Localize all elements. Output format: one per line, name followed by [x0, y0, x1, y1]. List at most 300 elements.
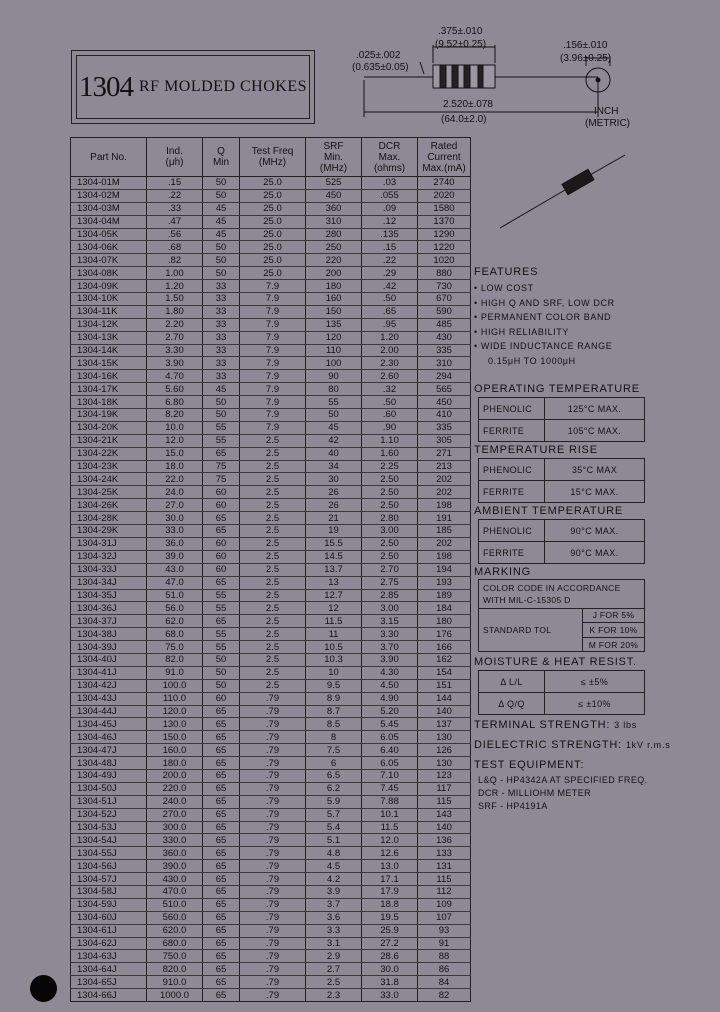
table-row [71, 512, 471, 525]
part-number-cell: 1304-21K [71, 434, 147, 447]
table-cell: 485 [418, 318, 471, 331]
table-cell: 2.5 [240, 537, 306, 550]
table-cell: 65 [203, 847, 240, 860]
table-cell: 3.9 [306, 885, 362, 898]
table-cell: 450 [306, 189, 362, 202]
table-cell: 2.5 [240, 550, 306, 563]
table-cell: 18.0 [147, 460, 203, 473]
part-number-cell: 1304-13K [71, 331, 147, 344]
table-cell: 137 [418, 718, 471, 731]
table-cell: 68.0 [147, 628, 203, 641]
table-row [71, 254, 471, 267]
table-row [71, 911, 471, 924]
table-cell: 280 [306, 228, 362, 241]
table-cell: 33.0 [362, 989, 418, 1002]
overall-length-metric: (64.0±2.0) [441, 114, 487, 125]
table-cell: 5.20 [362, 705, 418, 718]
table-cell: 7.9 [240, 293, 306, 306]
table-cell: 88 [418, 950, 471, 963]
column-header: Q Min [203, 138, 240, 177]
table-cell: 880 [418, 267, 471, 280]
part-series: 1304 [79, 70, 133, 103]
table-cell: 42 [306, 434, 362, 447]
part-number-cell: 1304-48J [71, 757, 147, 770]
table-cell: 50 [203, 254, 240, 267]
tolerance-j: J FOR 5% [583, 608, 644, 623]
table-cell: 82.0 [147, 653, 203, 666]
table-row [71, 331, 471, 344]
table-cell: 910.0 [147, 976, 203, 989]
table-cell: 50 [203, 396, 240, 409]
table-cell: 45 [203, 215, 240, 228]
table-cell: .50 [362, 293, 418, 306]
table-cell: .82 [147, 254, 203, 267]
table-cell: 62.0 [147, 615, 203, 628]
marking-heading: MARKING [474, 566, 531, 578]
table-cell: 2.5 [240, 486, 306, 499]
table-cell: 7.9 [240, 344, 306, 357]
table-row: PHENOLIC 125°C MAX. [479, 398, 645, 420]
table-cell: 1.50 [147, 293, 203, 306]
table-cell: .79 [240, 873, 306, 886]
table-cell: 330.0 [147, 834, 203, 847]
part-number-cell: 1304-25K [71, 486, 147, 499]
feature-item: • PERMANENT COLOR BAND [474, 312, 612, 323]
table-cell: 5.4 [306, 821, 362, 834]
table-cell: 65 [203, 576, 240, 589]
table-cell: 65 [203, 525, 240, 538]
table-cell: 4.90 [362, 692, 418, 705]
table-row [71, 950, 471, 963]
table-cell: 5.45 [362, 718, 418, 731]
table-cell: .79 [240, 950, 306, 963]
table-cell: 65 [203, 757, 240, 770]
table-cell: 65 [203, 512, 240, 525]
table-cell: .15 [147, 177, 203, 190]
part-number-cell: 1304-34J [71, 576, 147, 589]
table-row [71, 305, 471, 318]
table-cell: 2.5 [240, 602, 306, 615]
table-cell: 12 [306, 602, 362, 615]
table-cell: 202 [418, 473, 471, 486]
part-number-cell: 1304-19K [71, 409, 147, 422]
part-number-cell: 1304-60J [71, 911, 147, 924]
operating-temp-table [478, 397, 645, 442]
table-cell: 136 [418, 834, 471, 847]
table-cell: 26 [306, 499, 362, 512]
part-number-cell: 1304-05K [71, 228, 147, 241]
table-cell: 7.9 [240, 318, 306, 331]
table-cell: 4.2 [306, 873, 362, 886]
table-cell: 220 [306, 254, 362, 267]
table-cell: 117 [418, 782, 471, 795]
column-header: Rated Current Max.(mA) [418, 138, 471, 177]
table-cell: 6.40 [362, 744, 418, 757]
table-cell: 25.9 [362, 924, 418, 937]
body-diameter-metric: (3.96±0.25) [560, 53, 612, 64]
table-cell: 50 [203, 679, 240, 692]
table-cell: 55 [203, 589, 240, 602]
table-cell: .15 [362, 241, 418, 254]
table-cell: .65 [362, 305, 418, 318]
table-cell: 4.70 [147, 370, 203, 383]
table-cell: .79 [240, 937, 306, 950]
table-cell: 1580 [418, 202, 471, 215]
table-cell: 2.70 [147, 331, 203, 344]
table-cell: 240.0 [147, 795, 203, 808]
table-cell: 2.5 [240, 447, 306, 460]
table-cell: 19 [306, 525, 362, 538]
table-cell: 17.1 [362, 873, 418, 886]
table-cell: 75 [203, 460, 240, 473]
table-cell: .79 [240, 911, 306, 924]
table-cell: 45 [203, 228, 240, 241]
table-row [71, 525, 471, 538]
table-cell: 2.5 [240, 473, 306, 486]
dielectric-strength: DIELECTRIC STRENGTH: 1kV r.m.s [474, 739, 671, 751]
part-number-cell: 1304-46J [71, 731, 147, 744]
table-row [71, 241, 471, 254]
table-cell: 33 [203, 318, 240, 331]
table-cell: 1000.0 [147, 989, 203, 1002]
table-row [71, 692, 471, 705]
table-cell: 130 [418, 757, 471, 770]
table-cell: 65 [203, 924, 240, 937]
table-cell: 60 [203, 499, 240, 512]
table-cell: 50 [203, 653, 240, 666]
table-cell: 2.5 [306, 976, 362, 989]
table-cell: 2.7 [306, 963, 362, 976]
table-cell: .79 [240, 744, 306, 757]
table-cell: .055 [362, 189, 418, 202]
table-cell: 2.70 [362, 563, 418, 576]
overall-length-dim: 2.520±.078 [443, 99, 493, 110]
table-cell: 13 [306, 576, 362, 589]
table-cell: 27.2 [362, 937, 418, 950]
table-cell: 3.30 [362, 628, 418, 641]
table-cell: 50 [203, 666, 240, 679]
part-number-cell: 1304-26K [71, 499, 147, 512]
title-box [71, 50, 315, 124]
table-cell: .95 [362, 318, 418, 331]
table-cell: 25.0 [240, 177, 306, 190]
part-number-cell: 1304-06K [71, 241, 147, 254]
table-row: PHENOLIC 90°C MAX. [479, 520, 645, 542]
table-cell: 55 [306, 396, 362, 409]
table-row [71, 860, 471, 873]
table-cell: .79 [240, 692, 306, 705]
table-cell: 6.2 [306, 782, 362, 795]
table-cell: 50 [203, 241, 240, 254]
table-cell: 4.8 [306, 847, 362, 860]
table-cell: 2740 [418, 177, 471, 190]
table-row [71, 834, 471, 847]
table-cell: 43.0 [147, 563, 203, 576]
part-number-cell: 1304-42J [71, 679, 147, 692]
moisture-heading: MOISTURE & HEAT RESIST. [474, 656, 637, 668]
table-cell: 144 [418, 692, 471, 705]
part-number-cell: 1304-38J [71, 628, 147, 641]
table-cell: 8.20 [147, 409, 203, 422]
table-cell: 80 [306, 383, 362, 396]
table-cell: 33 [203, 331, 240, 344]
test-equipment-heading: TEST EQUIPMENT: [474, 759, 585, 771]
table-cell: .135 [362, 228, 418, 241]
table-row [71, 177, 471, 190]
table-cell: .22 [362, 254, 418, 267]
table-cell: 133 [418, 847, 471, 860]
tolerance-k: K FOR 10% [583, 623, 644, 638]
table-cell: 65 [203, 976, 240, 989]
table-cell: 750.0 [147, 950, 203, 963]
table-body [71, 177, 471, 1002]
table-cell: 65 [203, 834, 240, 847]
table-cell: 60 [203, 563, 240, 576]
part-number-cell: 1304-54J [71, 834, 147, 847]
feature-item: • HIGH Q AND SRF, LOW DCR [474, 297, 615, 308]
table-cell: 39.0 [147, 550, 203, 563]
operating-temp-heading: OPERATING TEMPERATURE [474, 383, 640, 395]
table-cell: 590 [418, 305, 471, 318]
part-number-cell: 1304-51J [71, 795, 147, 808]
table-row [71, 280, 471, 293]
column-header: Test Freq (MHz) [240, 138, 306, 177]
table-cell: 7.9 [240, 383, 306, 396]
table-row [71, 473, 471, 486]
table-cell: 3.15 [362, 615, 418, 628]
part-number-cell: 1304-40J [71, 653, 147, 666]
table-row [71, 396, 471, 409]
part-number-cell: 1304-55J [71, 847, 147, 860]
table-cell: 176 [418, 628, 471, 641]
table-cell: .79 [240, 795, 306, 808]
table-cell: 55 [203, 421, 240, 434]
table-cell: 8.9 [306, 692, 362, 705]
table-cell: 185 [418, 525, 471, 538]
table-cell: .47 [147, 215, 203, 228]
table-row [71, 666, 471, 679]
part-number-cell: 1304-20K [71, 421, 147, 434]
table-cell: 8 [306, 731, 362, 744]
table-row [71, 550, 471, 563]
table-cell: 120 [306, 331, 362, 344]
feature-item: • HIGH RELIABILITY [474, 326, 569, 337]
table-cell: 12.7 [306, 589, 362, 602]
table-cell: .79 [240, 731, 306, 744]
table-row [71, 409, 471, 422]
part-number-cell: 1304-47J [71, 744, 147, 757]
unit-metric: (METRIC) [585, 118, 630, 129]
table-cell: 202 [418, 537, 471, 550]
table-cell: 2.5 [240, 460, 306, 473]
table-cell: 55 [203, 602, 240, 615]
part-number-cell: 1304-16K [71, 370, 147, 383]
part-number-cell: 1304-32J [71, 550, 147, 563]
table-cell: 51.0 [147, 589, 203, 602]
part-number-cell: 1304-49J [71, 769, 147, 782]
table-cell: 1.00 [147, 267, 203, 280]
part-number-cell: 1304-14K [71, 344, 147, 357]
table-cell: 670 [418, 293, 471, 306]
table-cell: 2.25 [362, 460, 418, 473]
table-cell: 33 [203, 305, 240, 318]
part-number-cell: 1304-63J [71, 950, 147, 963]
table-cell: 2.20 [147, 318, 203, 331]
table-cell: 2.5 [240, 589, 306, 602]
table-cell: 65 [203, 447, 240, 460]
table-row [71, 318, 471, 331]
table-cell: 166 [418, 641, 471, 654]
table-cell: 110.0 [147, 692, 203, 705]
table-cell: 15.0 [147, 447, 203, 460]
table-cell: 65 [203, 769, 240, 782]
table-cell: 65 [203, 808, 240, 821]
table-cell: 50 [306, 409, 362, 422]
table-cell: 112 [418, 885, 471, 898]
table-cell: 22.0 [147, 473, 203, 486]
table-cell: 2.5 [240, 666, 306, 679]
spec-table [70, 137, 471, 1002]
table-row [71, 976, 471, 989]
table-row [71, 370, 471, 383]
table-row [71, 924, 471, 937]
part-number-cell: 1304-35J [71, 589, 147, 602]
table-cell: 1220 [418, 241, 471, 254]
table-row [71, 808, 471, 821]
table-cell: 191 [418, 512, 471, 525]
part-number-cell: 1304-04M [71, 215, 147, 228]
table-cell: 200 [306, 267, 362, 280]
table-row [71, 576, 471, 589]
table-cell: 2020 [418, 189, 471, 202]
table-cell: .79 [240, 898, 306, 911]
table-cell: 60 [203, 692, 240, 705]
table-cell: 360.0 [147, 847, 203, 860]
table-cell: 50 [203, 409, 240, 422]
table-cell: 620.0 [147, 924, 203, 937]
table-cell: .79 [240, 769, 306, 782]
table-row [71, 447, 471, 460]
table-cell: 2.3 [306, 989, 362, 1002]
table-row [71, 795, 471, 808]
table-cell: 13.7 [306, 563, 362, 576]
table-cell: 65 [203, 950, 240, 963]
table-cell: 6.5 [306, 769, 362, 782]
table-cell: 65 [203, 911, 240, 924]
part-number-cell: 1304-18K [71, 396, 147, 409]
table-cell: 1.80 [147, 305, 203, 318]
table-cell: 140 [418, 821, 471, 834]
table-cell: 130 [418, 731, 471, 744]
table-cell: 180 [306, 280, 362, 293]
table-cell: 31.8 [362, 976, 418, 989]
table-cell: 565 [418, 383, 471, 396]
table-cell: .22 [147, 189, 203, 202]
table-row [71, 769, 471, 782]
table-cell: .42 [362, 280, 418, 293]
table-cell: 3.7 [306, 898, 362, 911]
title-inner [76, 55, 310, 119]
part-number-cell: 1304-12K [71, 318, 147, 331]
table-cell: 180 [418, 615, 471, 628]
table-cell: 60 [203, 550, 240, 563]
table-cell: 56.0 [147, 602, 203, 615]
table-cell: 180.0 [147, 757, 203, 770]
table-cell: 3.00 [362, 602, 418, 615]
part-number-cell: 1304-59J [71, 898, 147, 911]
part-number-cell: 1304-09K [71, 280, 147, 293]
table-cell: .03 [362, 177, 418, 190]
table-cell: 10 [306, 666, 362, 679]
table-row [71, 989, 471, 1002]
table-row [71, 705, 471, 718]
table-cell: 55 [203, 434, 240, 447]
table-cell: 1.10 [362, 434, 418, 447]
part-number-cell: 1304-08K [71, 267, 147, 280]
table-cell: 120.0 [147, 705, 203, 718]
table-header-row [71, 138, 471, 177]
part-number-cell: 1304-11K [71, 305, 147, 318]
table-cell: 65 [203, 731, 240, 744]
table-cell: 2.85 [362, 589, 418, 602]
table-cell: 40 [306, 447, 362, 460]
part-number-cell: 1304-07K [71, 254, 147, 267]
table-cell: 2.30 [362, 357, 418, 370]
table-cell: 198 [418, 550, 471, 563]
table-cell: 75.0 [147, 641, 203, 654]
part-number-cell: 1304-50J [71, 782, 147, 795]
table-row [71, 202, 471, 215]
table-row [71, 434, 471, 447]
table-row [71, 589, 471, 602]
table-cell: 7.5 [306, 744, 362, 757]
table-cell: 184 [418, 602, 471, 615]
table-cell: 194 [418, 563, 471, 576]
column-header: Ind. (μh) [147, 138, 203, 177]
table-cell: 2.50 [362, 473, 418, 486]
table-cell: .12 [362, 215, 418, 228]
table-cell: 33 [203, 357, 240, 370]
inductance-range: 0.15μH TO 1000μH [488, 355, 576, 366]
table-cell: 100 [306, 357, 362, 370]
table-cell: 470.0 [147, 885, 203, 898]
table-cell: .90 [362, 421, 418, 434]
table-cell: 25.0 [240, 267, 306, 280]
table-cell: 7.9 [240, 396, 306, 409]
table-cell: 65 [203, 963, 240, 976]
table-cell: 65 [203, 873, 240, 886]
table-cell: 2.5 [240, 434, 306, 447]
table-row [71, 228, 471, 241]
table-row [71, 641, 471, 654]
part-number-cell: 1304-29K [71, 525, 147, 538]
table-cell: 34 [306, 460, 362, 473]
table-cell: 5.1 [306, 834, 362, 847]
table-cell: 430.0 [147, 873, 203, 886]
marking-line-2: WITH MIL-C-15305 D [483, 595, 571, 605]
table-cell: 110 [306, 344, 362, 357]
part-number-cell: 1304-24K [71, 473, 147, 486]
table-cell: 30.0 [362, 963, 418, 976]
table-cell: .79 [240, 808, 306, 821]
table-cell: 3.6 [306, 911, 362, 924]
table-cell: 126 [418, 744, 471, 757]
features-heading: FEATURES [474, 266, 539, 278]
table-cell: 13.0 [362, 860, 418, 873]
table-cell: 162 [418, 653, 471, 666]
part-number-cell: 1304-45J [71, 718, 147, 731]
table-cell: 7.10 [362, 769, 418, 782]
